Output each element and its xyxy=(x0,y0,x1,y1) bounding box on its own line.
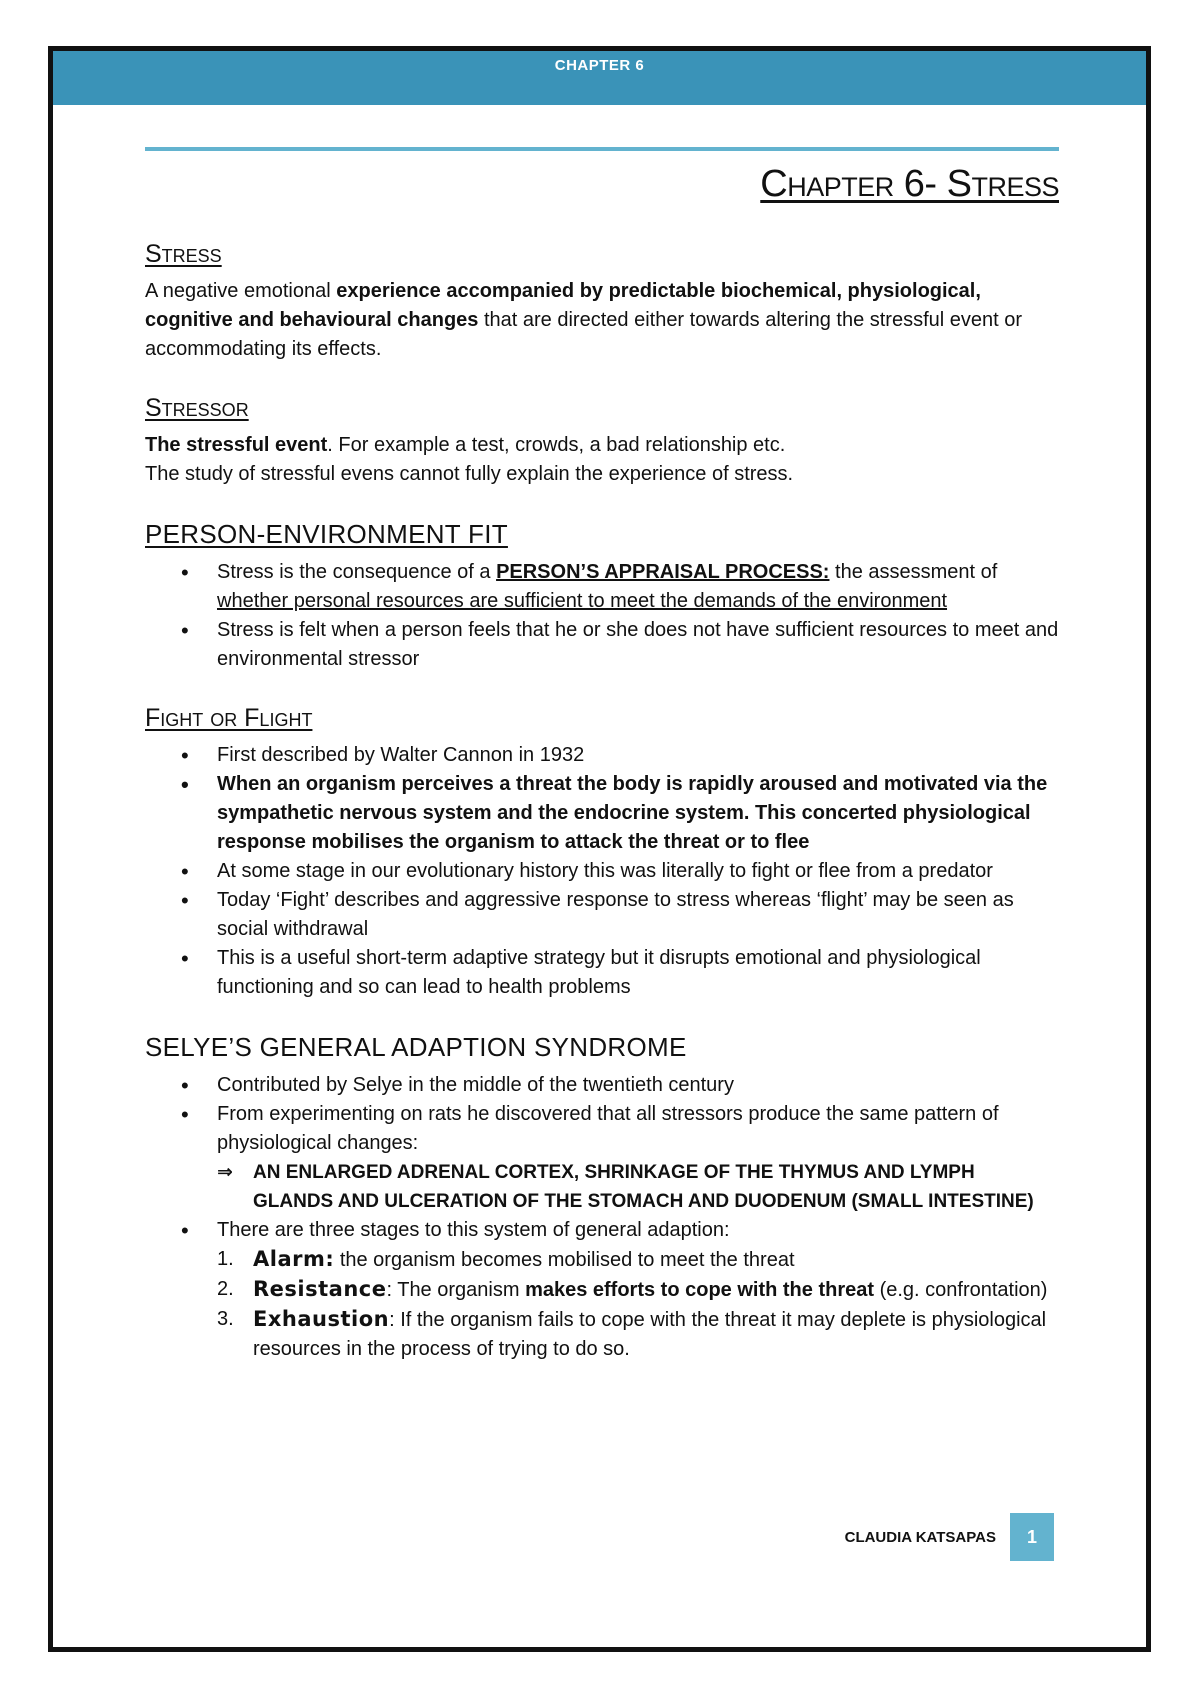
arrow-icon: ⇒ xyxy=(217,1162,233,1183)
pe-fit-heading: PERSON-ENVIRONMENT FIT xyxy=(145,519,508,549)
fight-flight-heading: Fight or Flight xyxy=(145,704,313,732)
stages-list xyxy=(217,1245,1059,1364)
list-item: • Contributed by Selye in the middle of the twentieth century xyxy=(217,1071,1059,1100)
page-title: Chapter 6- Stress xyxy=(760,163,1059,205)
fight-flight-list xyxy=(145,741,1059,1002)
gas-heading: SELYE’S GENERAL ADAPTION SYNDROME xyxy=(145,1032,687,1062)
page-frame xyxy=(48,46,1151,1652)
list-item: • From experimenting on rats he discovered that all stressors produce the same pattern of physiological changes: ⇒ AN ENLARGED ADRENAL CORTEX, SHRINKAGE OF THE THYMUS AND LYMPH GLANDS AND ULCERATION OF THE STOMACH AND DUODENUM (SMALL INTESTINE) xyxy=(217,1100,1059,1216)
list-item: • First described by Walter Cannon in 1932 xyxy=(217,741,1059,770)
stage-item: 3. Exhaustion: If the organism fails to cope with the threat it may deplete is physiological resources in the process of trying to do so. xyxy=(217,1307,1047,1360)
stage-item: 2. Resistance: The organism makes efforts to cope with the threat (e.g. confrontation) xyxy=(217,1277,1048,1301)
arrow-sub-item: ⇒ AN ENLARGED ADRENAL CORTEX, SHRINKAGE OF THE THYMUS AND LYMPH GLANDS AND ULCERATION OF THE STOMACH AND DUODENUM (SMALL INTESTINE) xyxy=(217,1158,1059,1216)
stressor-heading: Stressor xyxy=(145,394,249,422)
stressor-line-2: The study of stressful evens cannot fully explain the experience of stress. xyxy=(145,463,794,485)
list-item: • At some stage in our evolutionary history this was literally to fight or flee from a predator xyxy=(217,857,1059,886)
list-item: • This is a useful short-term adaptive strategy but it disrupts emotional and physiological functioning and so can lead to health problems xyxy=(217,944,1059,1002)
page-footer xyxy=(845,1513,1054,1561)
section-fight-or-flight xyxy=(145,704,1059,1002)
running-header-label: CHAPTER 6 xyxy=(554,57,645,74)
section-person-environment-fit xyxy=(145,519,1059,674)
page-number: 1 xyxy=(1026,1526,1037,1547)
pe-fit-list xyxy=(145,558,1059,674)
stage-item: 1. Alarm: the organism becomes mobilised to meet the threat xyxy=(217,1247,795,1271)
section-stressor xyxy=(145,394,1059,489)
stress-heading: Stress xyxy=(145,240,222,268)
footer-author: CLAUDIA KATSAPAS xyxy=(844,1528,996,1546)
stressor-line-1: The stressful event. For example a test, crowds, a bad relationship etc. xyxy=(145,434,786,456)
list-item: • Today ‘Fight’ describes and aggressive response to stress whereas ‘flight’ may be seen as social withdrawal xyxy=(217,886,1059,944)
page-number-badge xyxy=(1010,1513,1054,1561)
section-general-adaption-syndrome xyxy=(145,1032,1059,1364)
list-item: • Stress is the consequence of a PERSON’S APPRAISAL PROCESS: the assessment of whether personal resources are sufficient to meet the demands of the environment xyxy=(217,558,1059,616)
list-item: • There are three stages to this system of general adaption: 1. Alarm: the organism becomes mobilised to meet the threat 2. Resistance: The organism makes efforts to cope with the threat (e.g. confrontation) 3. Exhaustion: If the organism fails to cope with the threat it may deplete is physiological resources in the process of trying to do so. xyxy=(217,1216,1059,1364)
list-item: • When an organism perceives a threat the body is rapidly aroused and motivated via the sympathetic nervous system and the endocrine system. This concerted physiological response mobilises the organism to attack the threat or to flee xyxy=(217,770,1059,857)
gas-list xyxy=(145,1071,1059,1364)
list-item: • Stress is felt when a person feels that he or she does not have sufficient resources to meet and environmental stressor xyxy=(217,616,1059,674)
section-stress xyxy=(145,240,1059,364)
title-rule xyxy=(145,147,1059,151)
stress-definition: A negative emotional experience accompanied by predictable biochemical, physiological, cognitive and behavioural changes that are directed either towards altering the stressful event or accommodating its effects. xyxy=(145,280,1023,360)
page-content xyxy=(145,147,1059,1394)
running-header xyxy=(53,51,1146,105)
